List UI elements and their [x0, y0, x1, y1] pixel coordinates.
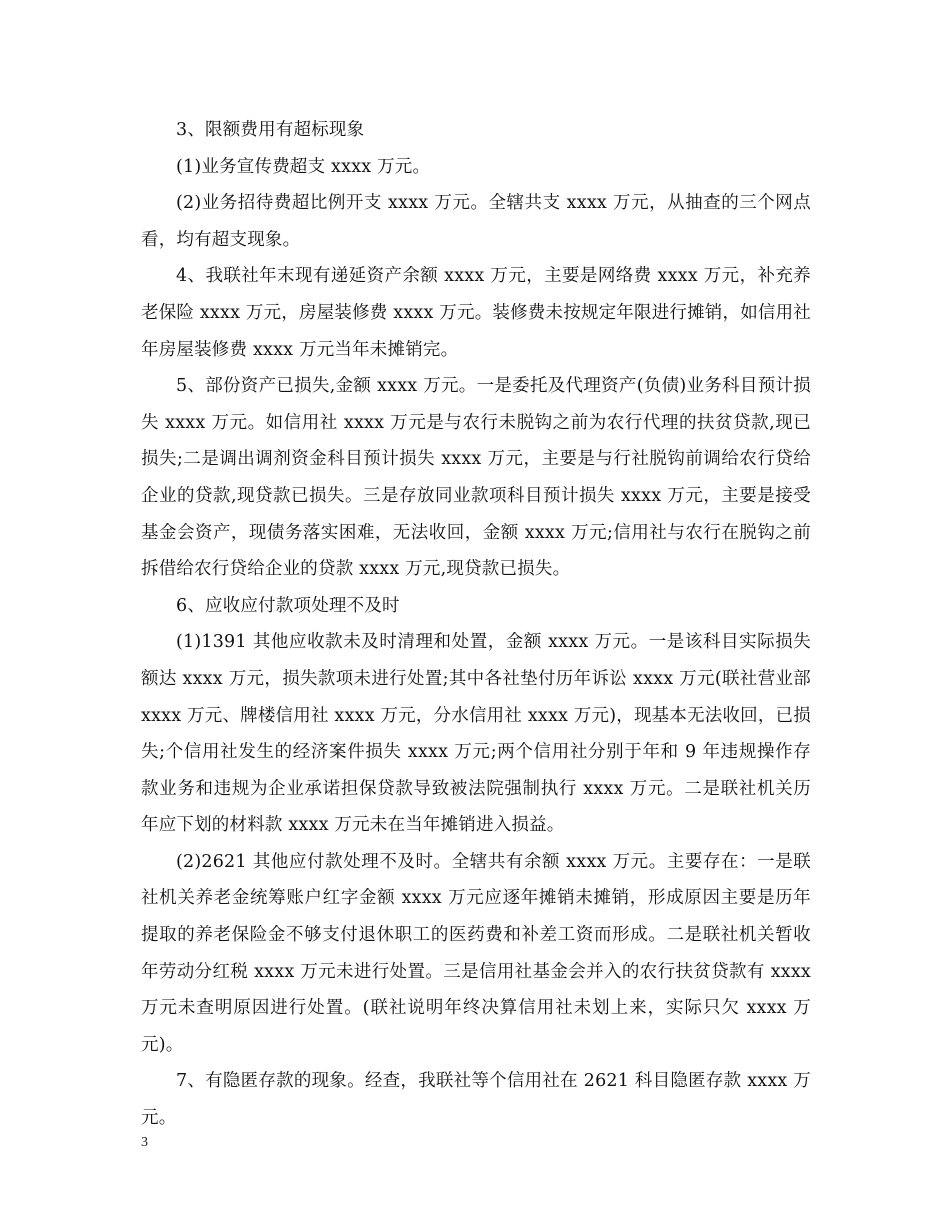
page-number: 3 [141, 1135, 148, 1150]
document-body [141, 112, 811, 1137]
paragraph-6-2: (2)2621 其他应付款处理不及时。全辖共有余额 xxxx 万元。主要存在：一是联社机关养老金统筹账户红字金额 xxxx 万元应逐年摊销未摊销，形成原因主要是历年提取的养老保险金不够支付退休职工的医药费和补差工资而形成。二是联社机关暂收年劳动分红税 xxxx 万元未进行处置。三是信用社基金会并入的农行扶贫贷款有 xxxx 万元未查明原因进行处置。(联社说明年终决算信用社未划上来，实际只欠 xxxx 万元)。 [141, 851, 811, 1055]
paragraph-3-2: (2)业务招待费超比例开支 xxxx 万元。全辖共支 xxxx 万元，从抽查的三个网点看，均有超支现象。 [141, 193, 811, 250]
paragraph-6-1: (1)1391 其他应收款未及时清理和处置，金额 xxxx 万元。一是该科目实际损失额达 xxxx 万元，损失款项未进行处置;其中各社垫付历年诉讼 xxxx 万元(联社营业部 xxxx 万元、牌楼信用社 xxxx 万元，分水信用社 xxxx 万元)，现基本无法收回，已损失;个信用社发生的经济案件损失 xxxx 万元;两个信用社分别于年和 9 年违规操作存款业务和违规为企业承诺担保贷款导致被法院强制执行 xxxx 万元。二是联社机关历年应下划的材料款 xxxx 万元未在当年摊销进入损益。 [141, 632, 811, 836]
paragraph-3-1: (1)业务宣传费超支 xxxx 万元。 [176, 156, 431, 177]
paragraph-heading-6: 6、应收应付款项处理不及时 [176, 595, 400, 616]
paragraph-5: 5、部份资产已损失,金额 xxxx 万元。一是委托及代理资产(负债)业务科目预计损失 xxxx 万元。如信用社 xxxx 万元是与农行未脱钩之前为农行代理的扶贫贷款,现已损失;二是调出调剂资金科目预计损失 xxxx 万元，主要是与行社脱钩前调给农行贷给企业的贷款,现贷款已损失。三是存放同业款项科目预计损失 xxxx 万元，主要是接受基金会资产，现债务落实困难，无法收回，金额 xxxx 万元;信用社与农行在脱钩之前拆借给农行贷给企业的贷款 xxxx 万元,现贷款已损失。 [141, 376, 811, 580]
paragraph-4: 4、我联社年末现有递延资产余额 xxxx 万元，主要是网络费 xxxx 万元，补充养老保险 xxxx 万元，房屋装修费 xxxx 万元。装修费未按规定年限进行摊销，如信用社年房屋装修费 xxxx 万元当年未摊销完。 [141, 266, 812, 360]
paragraph-heading-3: 3、限额费用有超标现象 [176, 120, 365, 140]
paragraph-7: 7、有隐匿存款的现象。经查，我联社等个信用社在 2621 科目隐匿存款 xxxx 万元。 [141, 1071, 811, 1129]
